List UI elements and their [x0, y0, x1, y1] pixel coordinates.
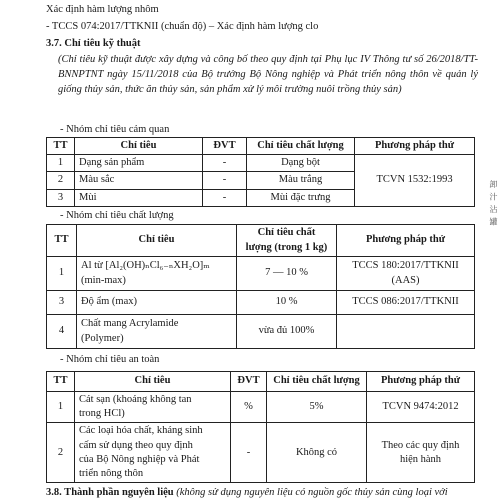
cell-tt: 2 [47, 423, 75, 483]
table3-caption: - Nhóm chỉ tiêu an toàn [60, 354, 160, 365]
cell-method-line1: Theo các quy định [381, 439, 460, 451]
section-3-7-title: 3.7. Chỉ tiêu kỹ thuật [46, 38, 141, 49]
th-quality-line1: Chỉ tiêu chất [257, 227, 316, 239]
cell-name: Dạng sản phẩm [75, 155, 203, 172]
th-method: Phương pháp thử [337, 225, 475, 257]
cell-name-line1: Cát sạn (khoáng không tan [79, 394, 192, 405]
th-tt: TT [47, 372, 75, 392]
margin-stamp: 卸 汁 沾 罐 [489, 180, 498, 227]
table1-caption: - Nhóm chỉ tiêu cảm quan [60, 124, 170, 135]
cell-quality: Dạng bột [247, 155, 355, 172]
table-row [47, 423, 475, 483]
cell-unit: - [203, 172, 247, 189]
table-row [47, 291, 475, 315]
section-3-7-intro: (Chỉ tiêu kỹ thuật được xây dựng và công bố theo quy định tại Phụ lục IV Thông tư số 26/2018/TT-BNNPTNT ngày 15/11/2018 của Bộ trưởng Bộ Nông nghiệp và Phát triển nông thôn về quản lý giống thủy sản, thức ăn thủy sản, sản phẩm xử lý môi trường nuôi trồng thủy sản) [58, 54, 478, 95]
cell-tt: 2 [47, 172, 75, 189]
th-method: Phương pháp thử [355, 138, 475, 155]
section-3-8-line [46, 486, 448, 500]
table-quality [46, 224, 475, 349]
cell-unit: - [203, 189, 247, 206]
header-line-2: - TCCS 074:2017/TTKNII (chuẩn độ) – Xác định hàm lượng clo [46, 21, 319, 32]
cell-quality: 7 — 10 % [237, 257, 337, 291]
table-row [47, 392, 475, 423]
cell-unit: - [231, 423, 267, 483]
cell-name-line1: Al từ [Al₂(OH)ₙCl₆₋ₙXH₂O]ₘ [81, 260, 210, 272]
th-name: Chỉ tiêu [77, 225, 237, 257]
table-safety [46, 371, 475, 483]
th-quality: Chỉ tiêu chất lượng [247, 138, 355, 155]
cell-name [77, 257, 237, 291]
cell-tt: 4 [47, 315, 77, 349]
cell-tt: 1 [47, 257, 77, 291]
cell-name-line2: cấm sử dụng theo quy định [79, 439, 193, 451]
cell-name-line1: Các loại hóa chất, kháng sinh [79, 425, 203, 437]
cell-unit: % [231, 392, 267, 423]
cell-name [75, 423, 231, 483]
cell-tt: 1 [47, 155, 75, 172]
cell-unit: - [203, 155, 247, 172]
th-name: Chỉ tiêu [75, 372, 231, 392]
cell-quality: 10 % [237, 291, 337, 315]
cell-tt: 3 [47, 291, 77, 315]
cell-name [77, 315, 237, 349]
cell-method: TCCS 086:2017/TTKNII [337, 291, 475, 315]
th-tt: TT [47, 225, 77, 257]
section-3-8-title: 3.8. Thành phần nguyên liệu [46, 487, 174, 498]
th-quality: Chỉ tiêu chất lượng [267, 372, 367, 392]
th-method: Phương pháp thử [367, 372, 475, 392]
table-row [47, 155, 475, 172]
cell-name-line2: (Polymer) [81, 332, 124, 344]
cell-name: Màu sắc [75, 172, 203, 189]
cell-method: TCVN 9474:2012 [367, 392, 475, 423]
cell-tt: 3 [47, 189, 75, 206]
cell-method [367, 423, 475, 483]
th-quality [237, 225, 337, 257]
th-tt: TT [47, 138, 75, 155]
th-unit: ĐVT [203, 138, 247, 155]
table-row [47, 257, 475, 291]
cell-name [75, 392, 231, 423]
section-3-8-note: (không sử dụng nguyên liệu có nguồn gốc thủy sản cùng loại với [176, 487, 448, 498]
table-row [47, 315, 475, 349]
cell-method [337, 315, 475, 349]
cell-quality: Màu trắng [247, 172, 355, 189]
cell-name-line2: (min-max) [81, 274, 126, 286]
cell-name-line1: Chất mang Acrylamide [81, 318, 179, 330]
table-sensory [46, 137, 475, 207]
cell-method: TCCS 180:2017/TTKNII (AAS) [337, 257, 475, 291]
header-line-1: Xác định hàm lượng nhôm [46, 4, 159, 15]
cell-tt: 1 [47, 392, 75, 423]
cell-name-line2: trong HCl) [79, 408, 125, 420]
th-name: Chỉ tiêu [75, 138, 203, 155]
cell-name: Mùi [75, 189, 203, 206]
cell-quality: Không có [267, 423, 367, 483]
cell-quality: 5% [267, 392, 367, 423]
th-unit: ĐVT [231, 372, 267, 392]
cell-name: Độ ẩm (max) [77, 291, 237, 315]
th-quality-line2: lượng (trong 1 kg) [245, 241, 328, 253]
cell-quality: vừa đủ 100% [237, 315, 337, 349]
cell-name-line3: của Bộ Nông nghiệp và Phát [79, 453, 200, 465]
table2-caption: - Nhóm chỉ tiêu chất lượng [60, 210, 174, 221]
cell-method-line2: hiện hành [399, 453, 442, 465]
cell-quality: Mùi đặc trưng [247, 189, 355, 206]
cell-method: TCVN 1532:1993 [355, 155, 475, 207]
cell-name-line4: triển nông thôn [79, 467, 144, 479]
